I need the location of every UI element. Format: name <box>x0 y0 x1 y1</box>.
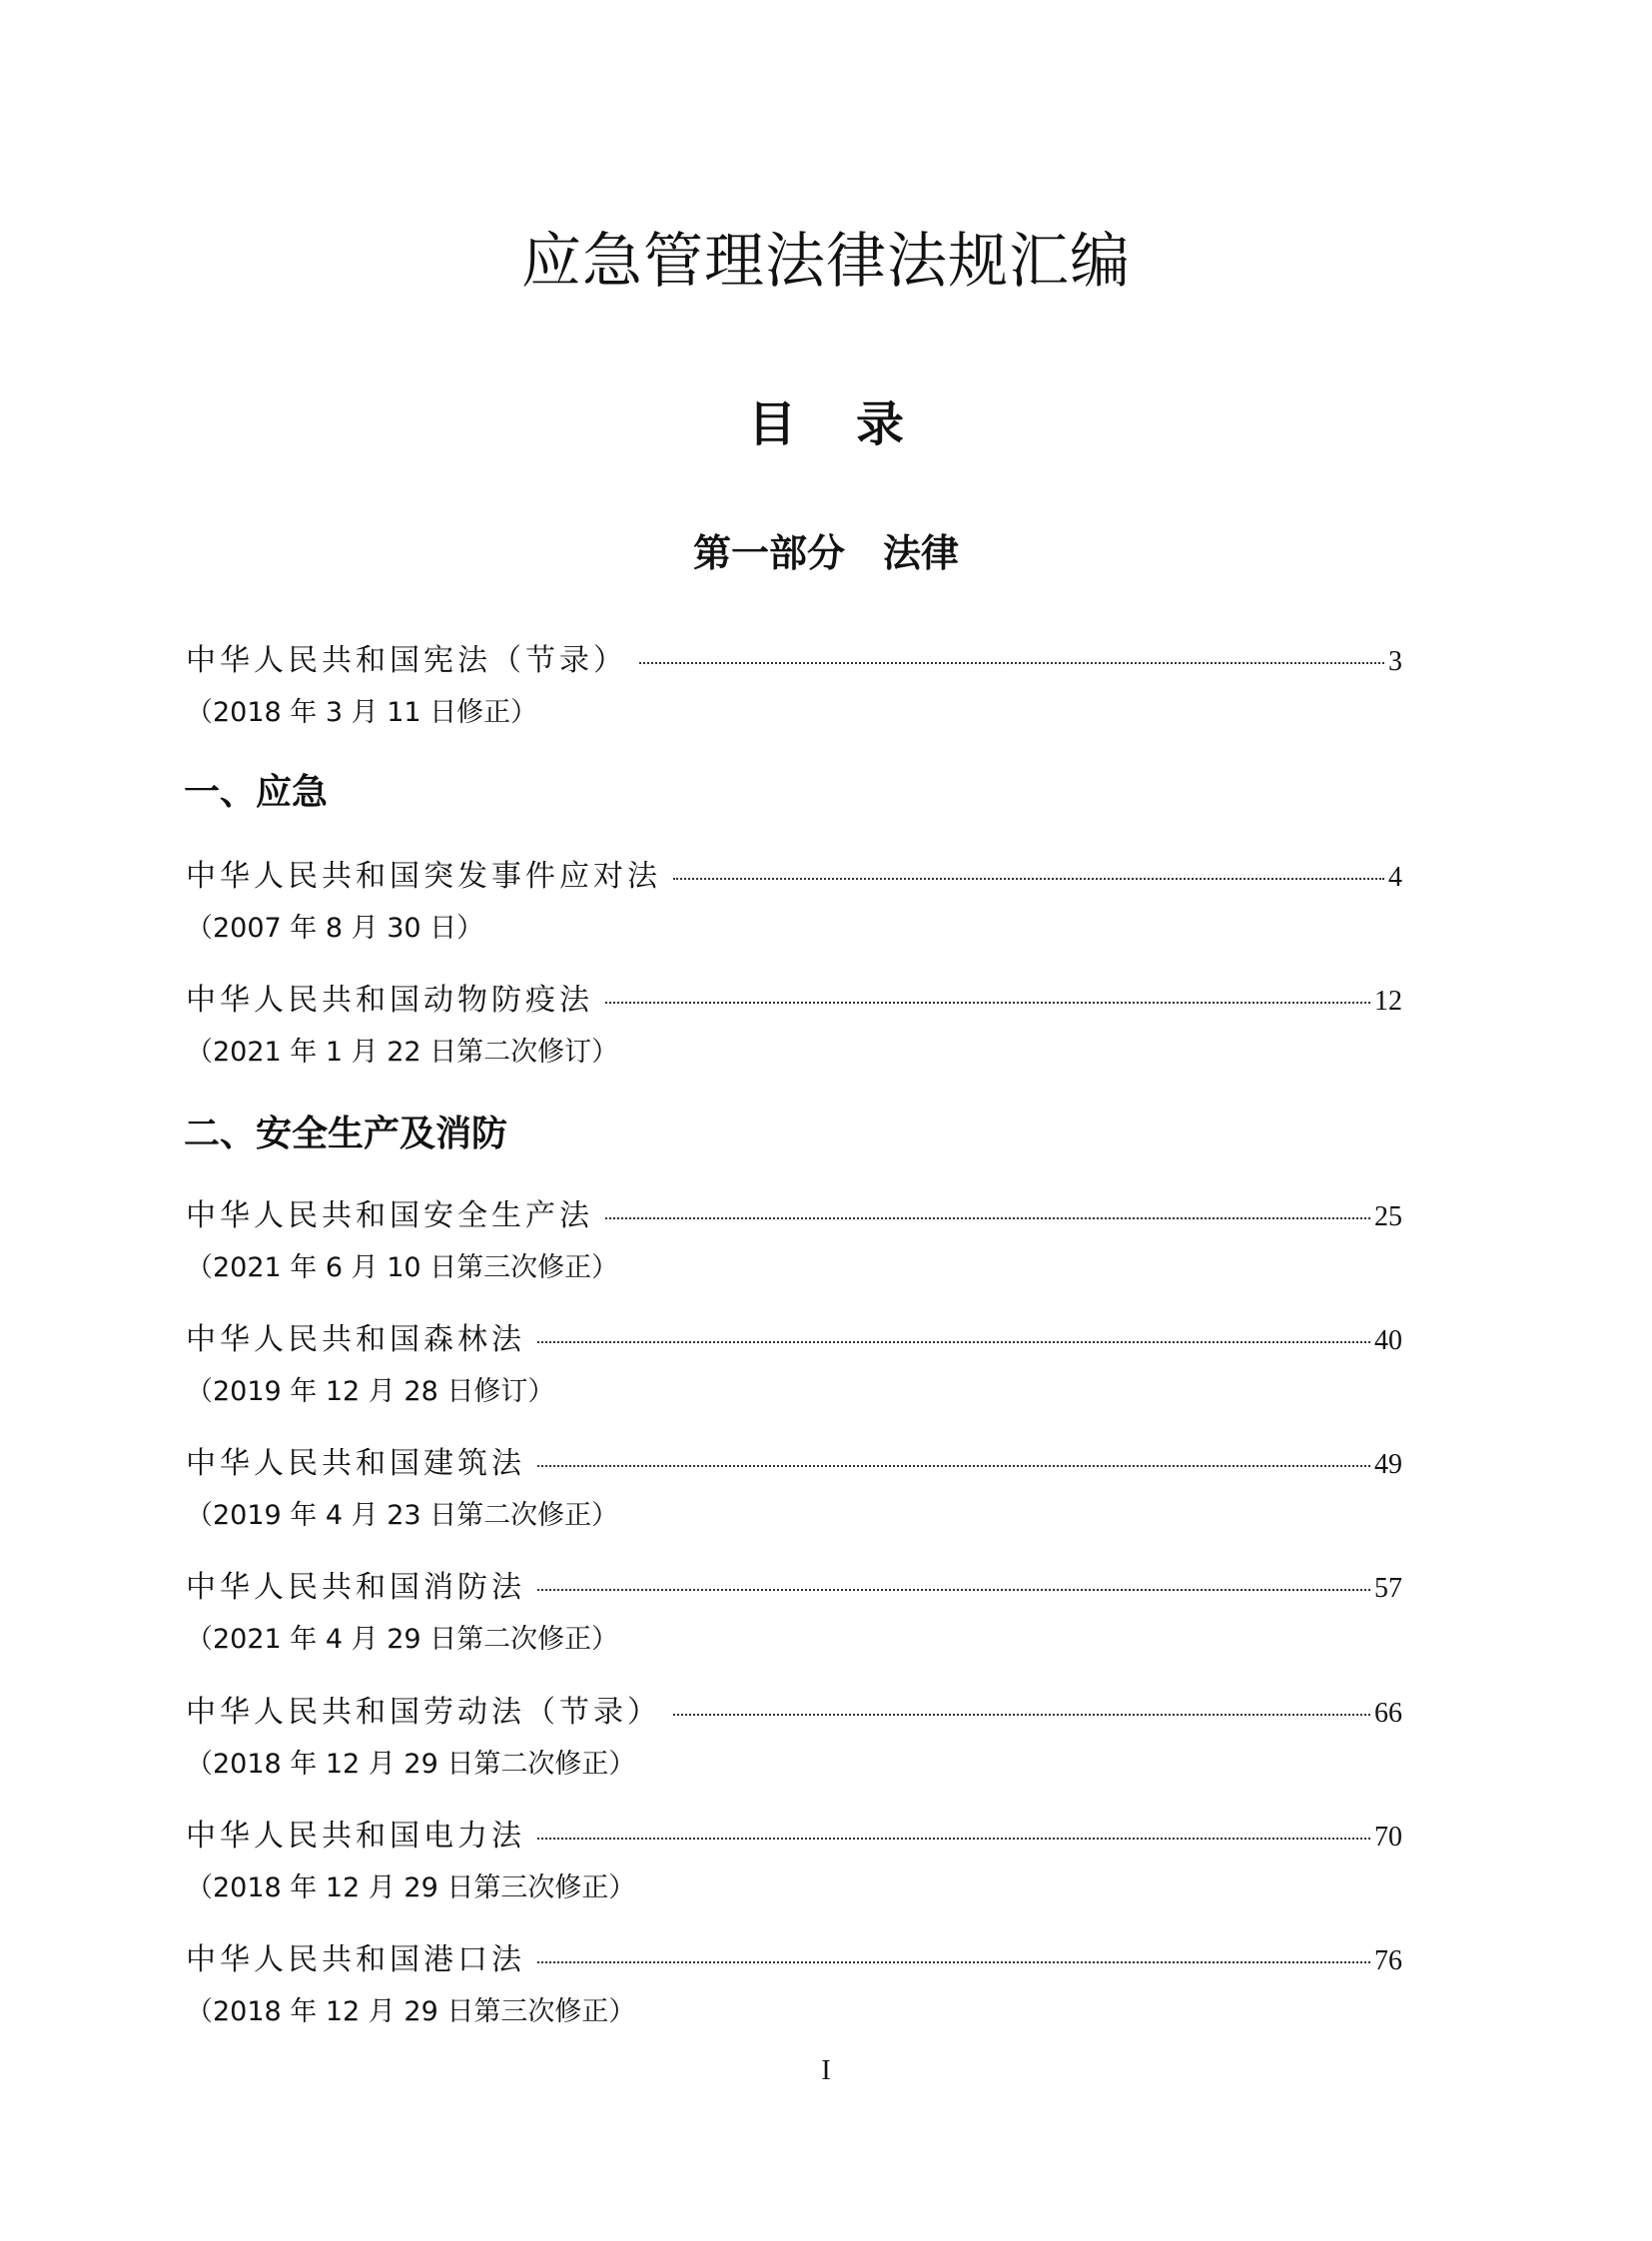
toc-entry[interactable] <box>186 855 1402 951</box>
toc-entry-date: （2021 年 4 月 29 日第二次修正） <box>186 1624 619 1655</box>
toc-entry-date: （2019 年 4 月 23 日第二次修正） <box>186 1500 619 1531</box>
toc-entry-date: （2007 年 8 月 30 日） <box>186 913 484 944</box>
toc-entry[interactable] <box>186 1194 1402 1290</box>
dot-leader <box>605 1217 1370 1219</box>
dot-leader <box>673 1714 1370 1716</box>
dot-leader <box>605 1002 1370 1004</box>
part-label: 第一部分 <box>692 531 845 575</box>
toc-entry-title: 中华人民共和国消防法 <box>186 1570 525 1605</box>
toc-entry[interactable] <box>186 1938 1402 2034</box>
dot-leader <box>537 1589 1370 1591</box>
toc-entry-title: 中华人民共和国动物防疫法 <box>186 983 593 1018</box>
toc-entry-page: 70 <box>1374 1822 1402 1853</box>
dot-leader <box>537 1838 1370 1840</box>
dot-leader <box>639 662 1384 664</box>
section-heading-safety-fire: 二、安全生产及消防 <box>184 1114 508 1154</box>
toc-entry[interactable] <box>186 1318 1402 1414</box>
toc-entry-title: 中华人民共和国劳动法（节录） <box>186 1695 661 1730</box>
section-heading-emergency: 一、应急 <box>184 772 329 813</box>
dot-leader <box>673 878 1384 880</box>
part-name: 法律 <box>883 531 960 575</box>
toc-entry-title: 中华人民共和国安全生产法 <box>186 1198 593 1233</box>
dot-leader <box>537 1961 1370 1963</box>
toc-entry[interactable] <box>186 1442 1402 1538</box>
dot-leader <box>537 1341 1370 1343</box>
toc-heading <box>0 389 1652 459</box>
toc-entry-page: 3 <box>1388 646 1402 677</box>
toc-entry-page: 40 <box>1374 1325 1402 1356</box>
toc-entry-date: （2018 年 12 月 29 日第三次修正） <box>186 1872 636 1903</box>
toc-entry-title: 中华人民共和国港口法 <box>186 1942 525 1977</box>
toc-entry-date: （2021 年 6 月 10 日第三次修正） <box>186 1252 619 1283</box>
toc-entry[interactable] <box>186 1815 1402 1910</box>
toc-entry-page: 66 <box>1374 1698 1402 1729</box>
page-number-footer: I <box>821 2055 831 2086</box>
toc-heading-char-2: 录 <box>856 396 905 452</box>
document-title: 应急管理法律法规汇编 <box>521 227 1131 297</box>
toc-entry-page: 4 <box>1388 862 1402 893</box>
toc-entry-date: （2019 年 12 月 28 日修订） <box>186 1376 555 1407</box>
toc-entry-title: 中华人民共和国森林法 <box>186 1322 525 1357</box>
toc-entry-title: 中华人民共和国建筑法 <box>186 1446 525 1481</box>
toc-entry[interactable] <box>186 979 1402 1075</box>
toc-entry-date: （2018 年 12 月 29 日第三次修正） <box>186 1996 636 2027</box>
toc-entry-page: 57 <box>1374 1573 1402 1604</box>
toc-entry-date: （2018 年 12 月 29 日第二次修正） <box>186 1749 636 1780</box>
toc-entry[interactable] <box>186 1566 1402 1662</box>
dot-leader <box>537 1465 1370 1467</box>
toc-entry-title: 中华人民共和国电力法 <box>186 1819 525 1854</box>
toc-entry-page: 76 <box>1374 1945 1402 1976</box>
toc-entry-date: （2021 年 1 月 22 日第二次修订） <box>186 1037 619 1068</box>
toc-entry-title: 中华人民共和国宪法（节录） <box>186 643 627 678</box>
toc-entry-page: 25 <box>1374 1201 1402 1232</box>
toc-entry-page: 49 <box>1374 1449 1402 1480</box>
toc-entry[interactable] <box>186 639 1402 735</box>
toc-entry[interactable] <box>186 1691 1402 1787</box>
toc-entry-title: 中华人民共和国突发事件应对法 <box>186 859 661 894</box>
toc-entry-date: （2018 年 3 月 11 日修正） <box>186 697 538 728</box>
toc-heading-char-1: 目 <box>747 396 796 452</box>
toc-entry-page: 12 <box>1374 986 1402 1017</box>
part-heading <box>0 525 1652 581</box>
